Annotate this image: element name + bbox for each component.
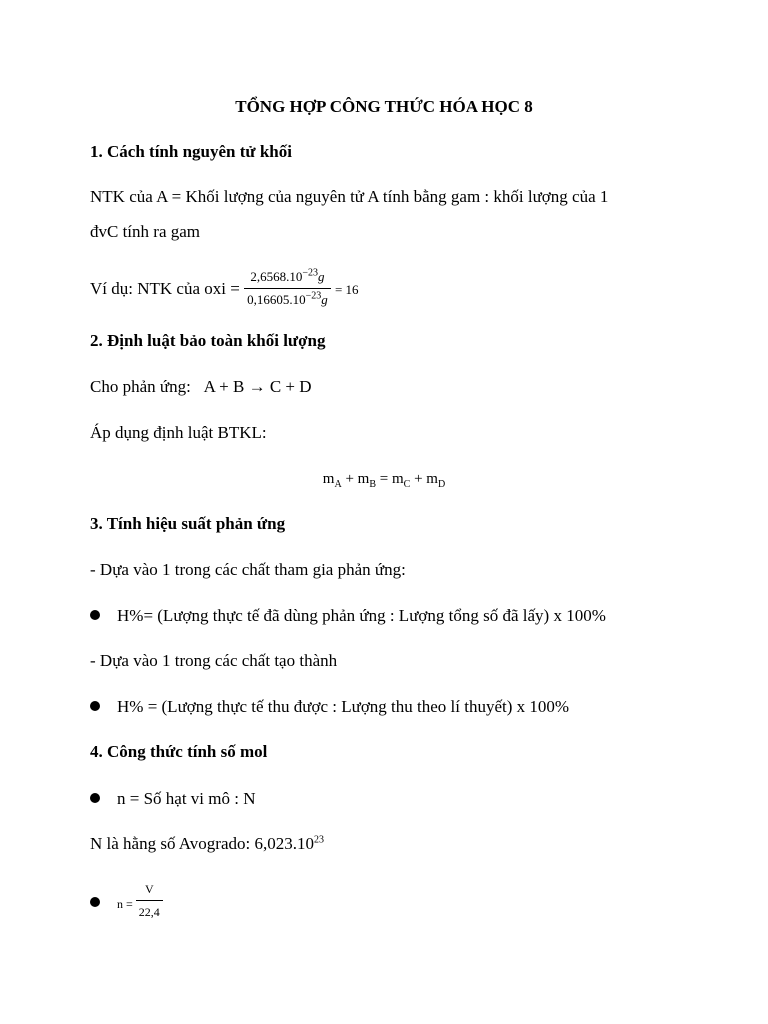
reaction-equation: A + B → C + D	[203, 377, 312, 396]
bullet-item	[90, 788, 256, 810]
sub-d: D	[437, 479, 446, 490]
btkl-formula	[0, 468, 768, 490]
denominator-unit: g	[321, 292, 328, 307]
mass-symbol: m	[426, 471, 438, 487]
section-3-case-2: - Dựa vào 1 trong các chất tạo thành	[90, 651, 338, 670]
avogadro-line	[90, 833, 324, 855]
equals-sign: =	[376, 471, 392, 487]
ntk-fraction	[244, 266, 331, 311]
bullet-item	[90, 605, 606, 627]
plus-sign: +	[341, 471, 358, 487]
sub-c: C	[403, 479, 411, 490]
section-2-heading: 2. Định luật bảo toàn khối lượng	[90, 331, 326, 350]
section-1-heading: 1. Cách tính nguyên tử khối	[90, 142, 292, 161]
volume-denominator: 22,4	[138, 905, 160, 919]
mol-formula-1: n = Số hạt vi mô : N	[117, 789, 256, 808]
numerator-unit: g	[317, 269, 325, 284]
volume-numerator: V	[136, 878, 163, 901]
avogadro-exponent: 23	[313, 834, 324, 846]
bullet-item	[90, 878, 163, 923]
bullet-icon	[90, 610, 100, 620]
section-1-line-2: đvC tính ra gam	[90, 222, 201, 241]
section-3-case-1: - Dựa vào 1 trong các chất tham gia phản ứng:	[90, 560, 406, 579]
mol-formula-2-left: n =	[117, 897, 136, 911]
avogadro-text: N là hằng số Avogrado: 6,023.10	[90, 834, 314, 853]
yield-formula-2: H% = (Lượng thực tế thu được : Lượng thu theo lí thuyết) x 100%	[117, 697, 570, 716]
fraction-numerator	[244, 266, 331, 289]
denominator-exponent: −23	[305, 290, 322, 302]
section-2-reaction	[90, 376, 312, 398]
fraction-denominator	[244, 289, 331, 311]
plus-sign: +	[410, 471, 427, 487]
example-label: Ví dụ: NTK của oxi =	[90, 279, 245, 298]
section-2-apply: Áp dụng định luật BTKL:	[90, 423, 267, 442]
numerator-value: 2,6568.10	[250, 269, 303, 284]
bullet-icon	[90, 793, 100, 803]
bullet-icon	[90, 701, 100, 711]
section-3-heading: 3. Tính hiệu suất phản ứng	[90, 514, 286, 533]
numerator-exponent: −23	[302, 267, 318, 279]
reaction-label: Cho phản ứng:	[90, 377, 191, 396]
fraction-result: = 16	[334, 282, 359, 297]
bullet-icon	[90, 897, 100, 907]
mass-symbol: m	[357, 471, 370, 487]
mass-symbol: m	[322, 471, 335, 487]
page-title: TỔNG HỢP CÔNG THỨC HÓA HỌC 8	[235, 97, 533, 116]
sub-a: A	[334, 479, 342, 490]
denominator-value: 0,16605.10	[247, 292, 306, 307]
section-4-heading: 4. Công thức tính số mol	[90, 742, 268, 761]
sub-b: B	[369, 479, 377, 490]
bullet-item	[90, 696, 569, 718]
yield-formula-1: H%= (Lượng thực tế đã dùng phản ứng : Lượng tổng số đã lấy) x 100%	[117, 606, 606, 625]
section-1-example	[90, 266, 359, 311]
section-1-line-1: NTK của A = Khối lượng của nguyên tử A tính bằng gam : khối lượng của 1	[90, 187, 609, 206]
volume-fraction	[136, 878, 163, 923]
mass-symbol: m	[391, 471, 404, 487]
